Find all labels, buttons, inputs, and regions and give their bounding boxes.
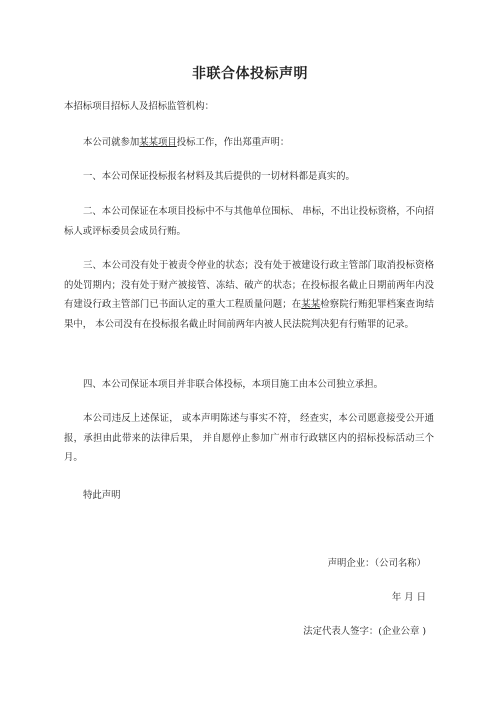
project-name: 某某项目 bbox=[139, 137, 177, 148]
clause-3-part-1: 三、本公司没有处于被责令停业的状态；没有处于被建设行政主管部门取消投标资格的处罚期内；没有处于财产被接管、冻结、破产的状态；在投标报名截止日期前两年内没有建设行政主管部门已书面认定的重大工程质量问题；在 bbox=[64, 260, 434, 310]
declaration-date: 年 月 日 bbox=[391, 592, 426, 603]
clause-4: 四、本公司保证本项目并非联合体投标，本项目施工由本公司独立承担。 bbox=[83, 379, 384, 390]
clause-3 bbox=[64, 256, 434, 334]
intro-prefix: 本公司就参加 bbox=[83, 137, 140, 148]
representative-signature: 法定代表人签字：(企业公章 ) bbox=[303, 626, 426, 637]
clause-3-part-2: 检察院行贿犯罪档案查询结果中， 本公司没有在投标报名截止时间前两年内被人民法院判决犯有行贿罪的记录。 bbox=[64, 299, 434, 330]
intro-paragraph bbox=[64, 133, 434, 153]
intro-suffix: 投标工作，作出郑重声明： bbox=[176, 137, 290, 148]
closing-statement: 特此声明 bbox=[83, 490, 121, 501]
procuratorate-name: 某某 bbox=[301, 299, 321, 310]
salutation: 本招标项目招标人及招标监管机构： bbox=[64, 101, 215, 112]
declaring-company: 声明企业：（公司名称） bbox=[327, 558, 426, 569]
clause-2: 二、本公司保证在本项目投标中不与其他单位围标、 串标，不出让投标资格，不向招标人或评标委员会成员行贿。 bbox=[64, 206, 434, 237]
clause-1: 一、本公司保证投标报名材料及其后提供的一切材料都是真实的。 bbox=[83, 171, 355, 182]
penalty-paragraph: 本公司违反上述保证， 或本声明陈述与事实不符， 经查实，本公司愿意接受公开通报，承担由此带来的法律后果， 并自愿停止参加广州市行政辖区内的招标投标活动三个月。 bbox=[64, 413, 434, 463]
document-title: 非联合体投标声明 bbox=[192, 66, 308, 82]
